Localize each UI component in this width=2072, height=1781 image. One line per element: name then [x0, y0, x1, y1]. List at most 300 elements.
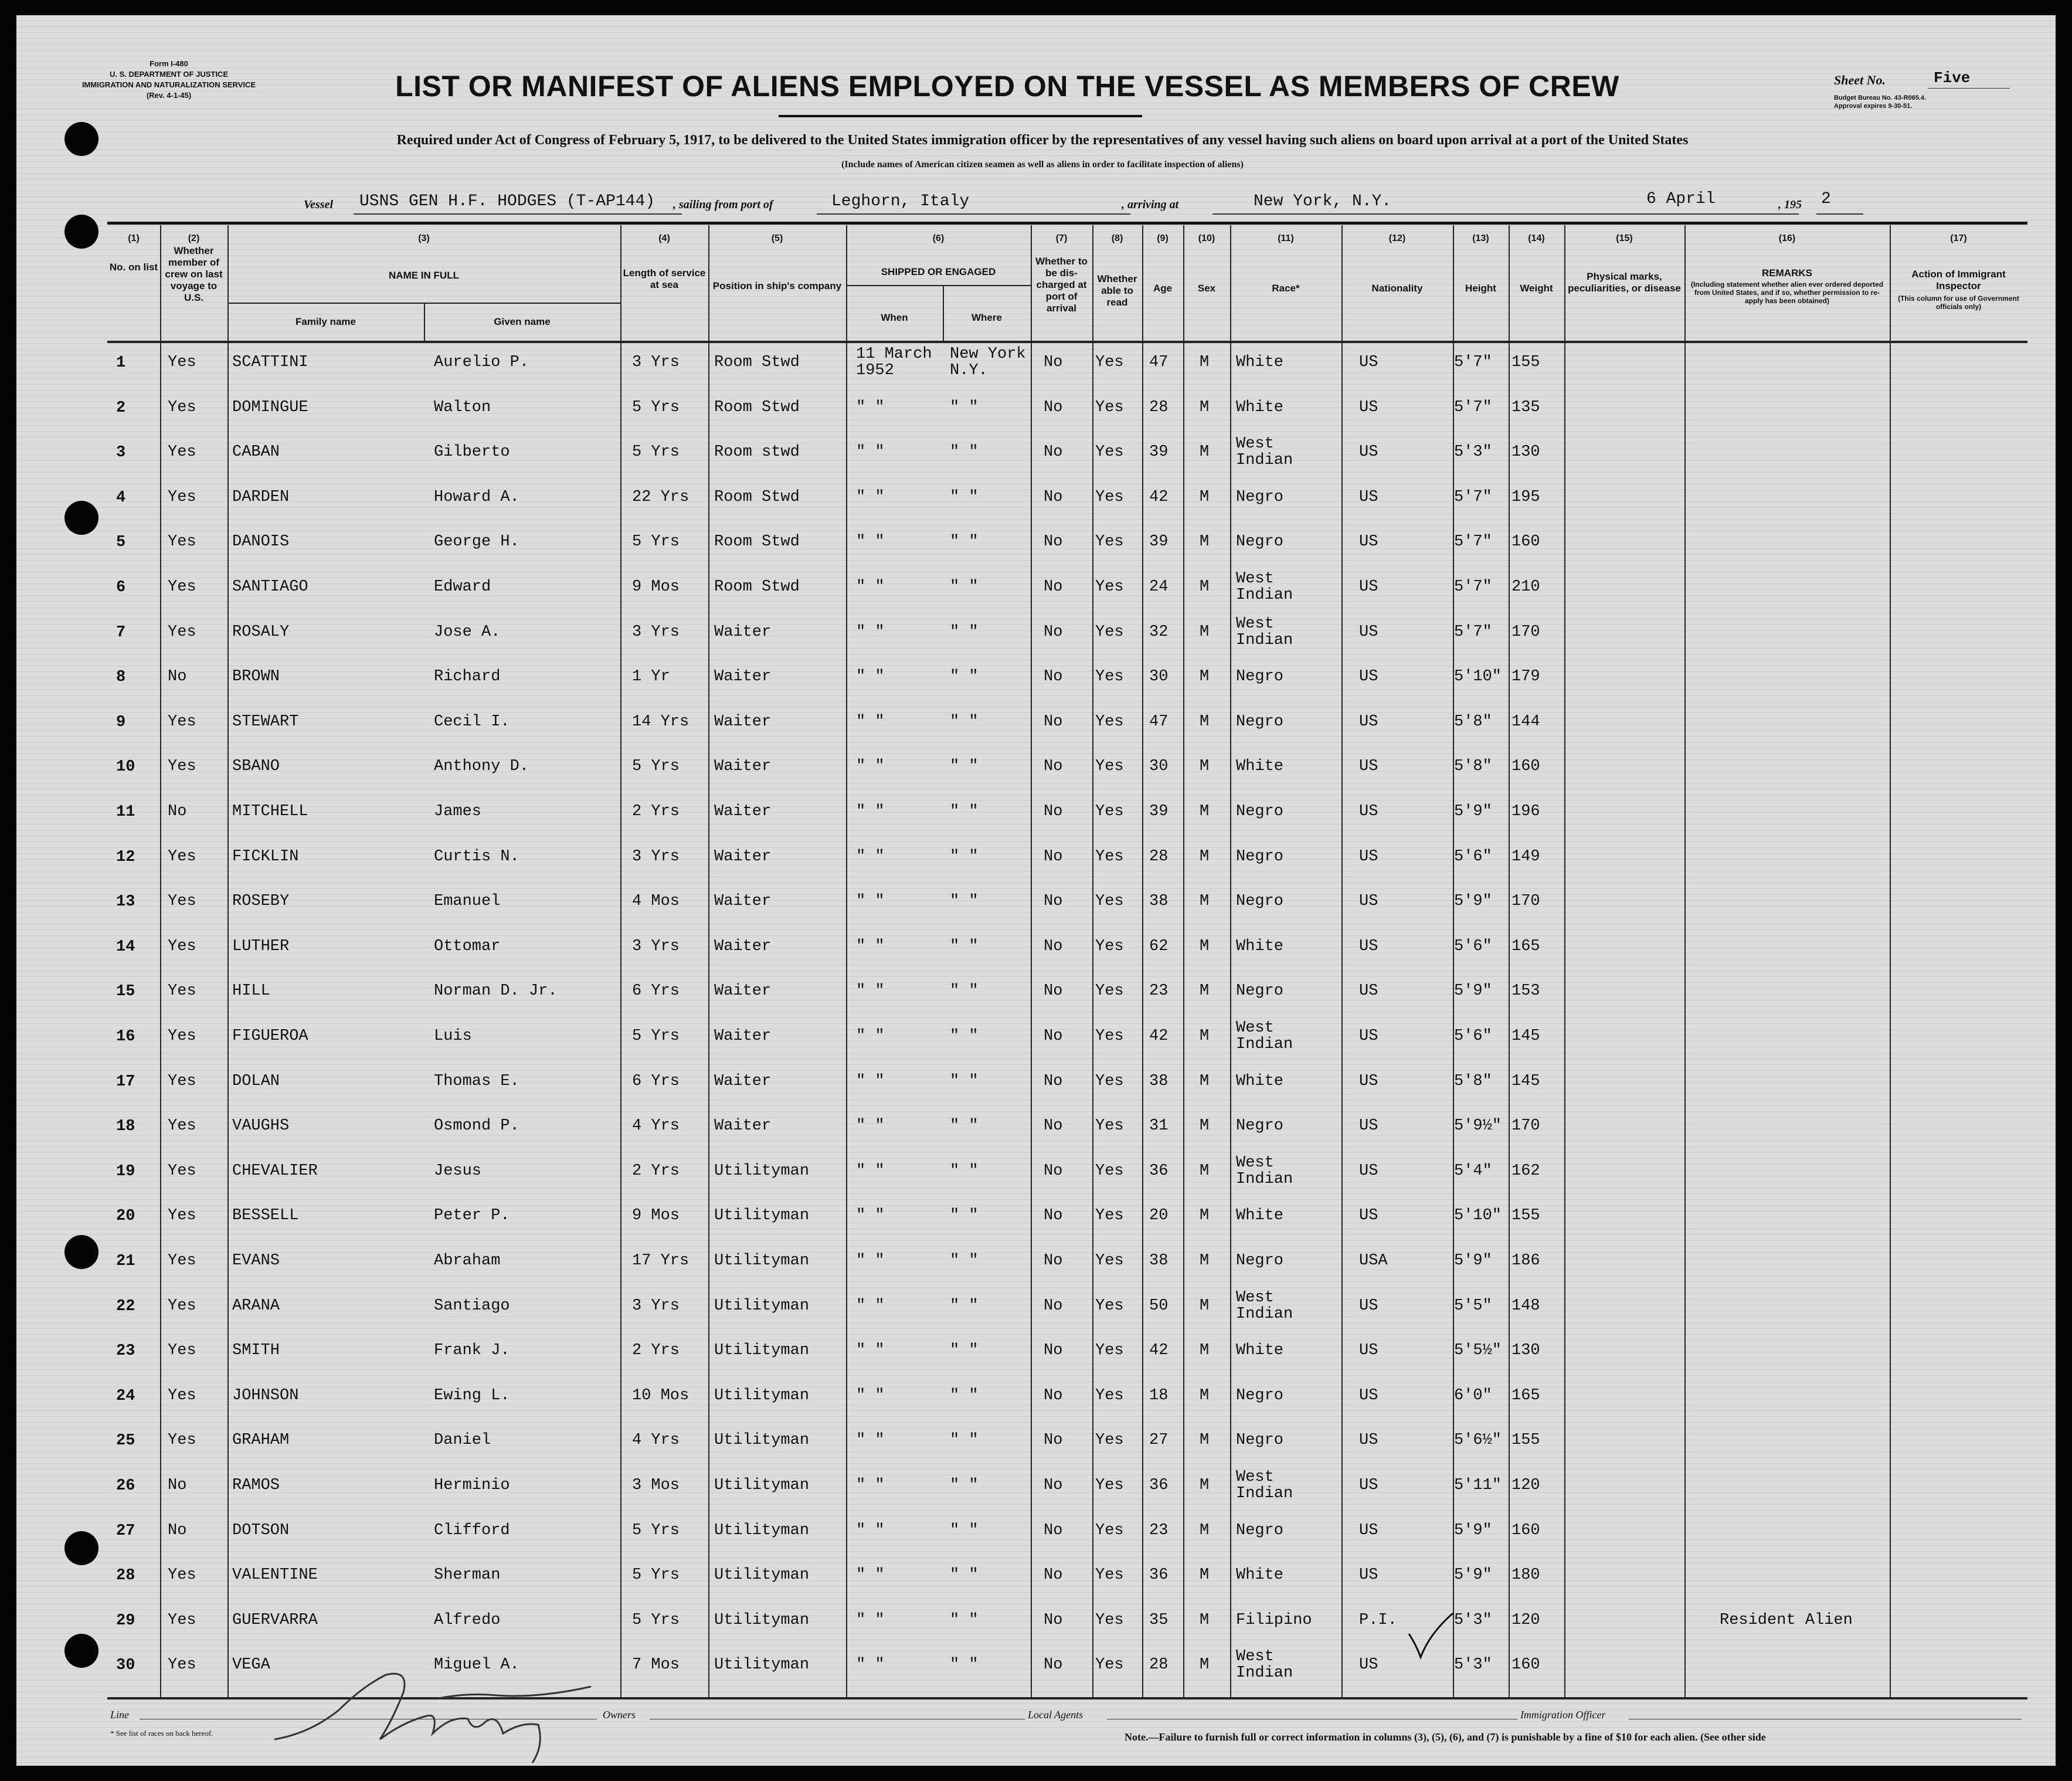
nationality-cell: US	[1359, 668, 1378, 686]
row-number: 7	[116, 623, 126, 642]
race-cell: Negro	[1236, 1117, 1284, 1135]
family-name-cell: CHEVALIER	[232, 1162, 318, 1180]
header-length-service: Length of service at sea	[623, 267, 706, 290]
shipped-where-cell: " "	[950, 1252, 979, 1270]
position-cell: Utilityman	[714, 1521, 810, 1539]
vessel-underline	[354, 213, 682, 215]
weight-cell: 153	[1511, 982, 1540, 1000]
family-name-cell: BROWN	[232, 668, 280, 686]
position-cell: Utilityman	[714, 1207, 810, 1225]
row-number: 16	[116, 1028, 135, 1046]
race-cell: Negro	[1236, 1431, 1284, 1450]
position-cell: Waiter	[714, 803, 772, 820]
header-subdivider	[846, 285, 1031, 286]
year-underline	[1816, 213, 1863, 215]
form-number: Form I-480	[150, 59, 188, 68]
header-inspector-note: (This column for use of Government officials only)	[1898, 294, 2019, 311]
nationality-cell: USA	[1359, 1252, 1388, 1270]
weight-cell: 160	[1511, 758, 1540, 776]
family-name-cell: HILL	[232, 982, 270, 1000]
shipped-when-cell: " "	[856, 1027, 885, 1045]
footer-officer-label: Immigration Officer	[1520, 1709, 1606, 1721]
service-length-cell: 9 Mos	[632, 578, 680, 596]
discharge-cell: No	[1044, 1297, 1063, 1315]
age-cell: 18	[1149, 1386, 1169, 1405]
row-number: 8	[116, 669, 126, 687]
last-voyage-cell: Yes	[168, 1027, 196, 1045]
family-name-cell: SBANO	[232, 758, 280, 776]
nationality-cell: US	[1359, 443, 1378, 462]
race-cell: Negro	[1236, 1521, 1284, 1539]
last-voyage-cell: No	[168, 803, 187, 820]
row-number: 19	[116, 1162, 135, 1180]
height-cell: 5'7"	[1454, 623, 1492, 641]
row-number: 15	[116, 983, 135, 1001]
column-divider	[1509, 225, 1510, 1697]
height-cell: 5'5"	[1454, 1297, 1492, 1315]
able-read-cell: Yes	[1095, 354, 1124, 371]
last-voyage-cell: Yes	[168, 354, 196, 371]
row-number: 23	[116, 1342, 135, 1361]
race-cell: West Indian	[1236, 1288, 1293, 1323]
shipped-where-cell: " "	[950, 668, 979, 686]
footer-owners-label: Owners	[603, 1709, 636, 1721]
height-cell: 5'3"	[1454, 1611, 1492, 1629]
last-voyage-cell: Yes	[168, 1566, 196, 1585]
sex-cell: M	[1200, 623, 1210, 641]
nationality-cell: US	[1359, 1207, 1378, 1225]
punch-hole	[64, 1531, 98, 1565]
year-digit: 2	[1821, 190, 1831, 208]
shipped-when-cell: " "	[856, 758, 885, 776]
able-read-cell: Yes	[1095, 533, 1124, 551]
able-read-cell: Yes	[1095, 1656, 1124, 1674]
discharge-cell: No	[1044, 1117, 1063, 1135]
age-cell: 27	[1149, 1431, 1169, 1450]
discharge-cell: No	[1044, 1342, 1063, 1360]
vessel-name: USNS GEN H.F. HODGES (T-AP144)	[359, 192, 655, 211]
age-cell: 23	[1149, 982, 1169, 1000]
family-name-cell: SCATTINI	[232, 354, 308, 371]
shipped-where-cell: " "	[950, 578, 979, 596]
given-name-cell: Osmond P.	[434, 1117, 519, 1135]
discharge-cell: No	[1044, 1521, 1063, 1539]
shipped-when-cell: " "	[856, 713, 885, 731]
sex-cell: M	[1200, 1072, 1210, 1090]
able-read-cell: Yes	[1095, 847, 1124, 866]
race-cell: West Indian	[1236, 615, 1293, 649]
height-cell: 5'8"	[1454, 1072, 1492, 1090]
row-number: 17	[116, 1073, 135, 1091]
family-name-cell: MITCHELL	[232, 803, 308, 820]
column-number: (7)	[1055, 233, 1068, 243]
weight-cell: 165	[1511, 937, 1540, 955]
shipped-when-cell: " "	[856, 1162, 885, 1180]
race-cell: Negro	[1236, 982, 1284, 1000]
approval-expiry: Approval expires 9-30-51.	[1834, 103, 1913, 110]
header-nationality: Nationality	[1371, 283, 1423, 294]
race-cell: West Indian	[1236, 435, 1293, 470]
nationality-cell: US	[1359, 1386, 1378, 1405]
service-length-cell: 4 Mos	[632, 893, 680, 911]
height-cell: 5'6½"	[1454, 1431, 1502, 1450]
able-read-cell: Yes	[1095, 488, 1124, 506]
age-cell: 39	[1149, 533, 1169, 551]
given-name-cell: Aurelio P.	[434, 354, 529, 371]
family-name-cell: DOTSON	[232, 1521, 290, 1539]
discharge-cell: No	[1044, 803, 1063, 820]
shipped-when-cell: " "	[856, 1342, 885, 1360]
shipped-when-cell: " "	[856, 1477, 885, 1494]
row-number: 6	[116, 579, 126, 596]
given-name-cell: George H.	[434, 533, 519, 551]
shipped-where-cell: " "	[950, 488, 979, 506]
able-read-cell: Yes	[1095, 398, 1124, 416]
service-length-cell: 14 Yrs	[632, 713, 689, 731]
nationality-cell: US	[1359, 1521, 1378, 1539]
sex-cell: M	[1200, 1477, 1210, 1494]
shipped-when-cell: " "	[856, 1252, 885, 1270]
shipped-when-cell: " "	[856, 623, 885, 641]
shipped-where-cell: " "	[950, 1521, 979, 1539]
family-name-cell: DOLAN	[232, 1072, 280, 1090]
nationality-cell: US	[1359, 1162, 1378, 1180]
given-name-cell: Santiago	[434, 1297, 510, 1315]
service-length-cell: 7 Mos	[632, 1656, 680, 1674]
column-divider	[227, 225, 229, 1697]
shipped-when-cell: " "	[856, 1566, 885, 1585]
able-read-cell: Yes	[1095, 1431, 1124, 1450]
weight-cell: 180	[1511, 1566, 1540, 1585]
weight-cell: 196	[1511, 803, 1540, 820]
given-name-cell: Howard A.	[434, 488, 519, 506]
given-name-cell: Edward	[434, 578, 491, 596]
nationality-cell: US	[1359, 803, 1378, 820]
row-number: 13	[116, 893, 135, 911]
race-cell: Filipino	[1236, 1611, 1312, 1629]
nationality-cell: US	[1359, 1297, 1378, 1315]
form-identification	[75, 59, 263, 101]
column-divider	[1183, 225, 1184, 1697]
able-read-cell: Yes	[1095, 713, 1124, 731]
shipped-when-cell: " "	[856, 1297, 885, 1315]
service-length-cell: 3 Yrs	[632, 937, 680, 955]
sex-cell: M	[1200, 1431, 1210, 1450]
sex-cell: M	[1200, 1162, 1210, 1180]
position-cell: Waiter	[714, 1072, 772, 1090]
family-name-cell: FICKLIN	[232, 847, 299, 866]
nationality-cell: US	[1359, 488, 1378, 506]
race-cell: West Indian	[1236, 1648, 1293, 1682]
column-number: (17)	[1950, 233, 1967, 243]
service-length-cell: 3 Yrs	[632, 354, 680, 371]
height-cell: 5'9"	[1454, 893, 1492, 911]
nationality-cell: US	[1359, 1477, 1378, 1494]
able-read-cell: Yes	[1095, 982, 1124, 1000]
position-cell: Room Stwd	[714, 398, 800, 416]
weight-cell: 162	[1511, 1162, 1540, 1180]
able-read-cell: Yes	[1095, 443, 1124, 462]
column-number: (5)	[771, 233, 783, 243]
discharge-cell: No	[1044, 1027, 1063, 1045]
weight-cell: 148	[1511, 1297, 1540, 1315]
sex-cell: M	[1200, 982, 1210, 1000]
last-voyage-cell: Yes	[168, 1117, 196, 1135]
column-divider	[1142, 225, 1143, 1697]
position-cell: Waiter	[714, 937, 772, 955]
last-voyage-cell: Yes	[168, 1297, 196, 1315]
sex-cell: M	[1200, 398, 1210, 416]
column-number: (1)	[128, 233, 140, 243]
race-cell: West Indian	[1236, 1154, 1293, 1188]
position-cell: Waiter	[714, 893, 772, 911]
budget-number: Budget Bureau No. 43-R065.4.	[1834, 94, 1927, 101]
discharge-cell: No	[1044, 893, 1063, 911]
row-number: 24	[116, 1387, 135, 1405]
height-cell: 5'7"	[1454, 488, 1492, 506]
position-cell: Utilityman	[714, 1477, 810, 1494]
age-cell: 20	[1149, 1207, 1169, 1225]
service-length-cell: 3 Yrs	[632, 1297, 680, 1315]
weight-cell: 179	[1511, 668, 1540, 686]
header-inspector-action: Action of Immigrant Inspector	[1911, 269, 2006, 291]
race-cell: Negro	[1236, 1386, 1284, 1405]
sex-cell: M	[1200, 1117, 1210, 1135]
shipped-when-cell: " "	[856, 1207, 885, 1225]
nationality-cell: US	[1359, 847, 1378, 866]
service-length-cell: 1 Yr	[632, 668, 670, 686]
given-name-cell: Anthony D.	[434, 758, 529, 776]
row-number: 11	[116, 803, 135, 821]
position-cell: Utilityman	[714, 1656, 810, 1674]
shipped-where-cell: " "	[950, 1207, 979, 1225]
shipped-where-cell: " "	[950, 1027, 979, 1045]
height-cell: 5'9"	[1454, 803, 1492, 820]
nationality-cell: US	[1359, 623, 1378, 641]
able-read-cell: Yes	[1095, 1297, 1124, 1315]
header-height: Height	[1465, 283, 1496, 294]
given-name-cell: Norman D. Jr.	[434, 982, 558, 1000]
row-number: 3	[116, 444, 126, 462]
height-cell: 5'3"	[1454, 443, 1492, 462]
age-cell: 28	[1149, 1656, 1169, 1674]
header-family-name: Family name	[295, 316, 356, 327]
position-cell: Utilityman	[714, 1297, 810, 1315]
age-cell: 23	[1149, 1521, 1169, 1539]
column-divider	[1564, 225, 1565, 1697]
shipped-where-cell: " "	[950, 713, 979, 731]
given-name-cell: Ottomar	[434, 937, 501, 955]
column-divider	[160, 225, 161, 1697]
nationality-cell: US	[1359, 578, 1378, 596]
service-length-cell: 4 Yrs	[632, 1117, 680, 1135]
family-name-cell: ROSEBY	[232, 893, 290, 911]
discharge-cell: No	[1044, 623, 1063, 641]
sex-cell: M	[1200, 893, 1210, 911]
sex-cell: M	[1200, 1207, 1210, 1225]
shipped-where-cell: " "	[950, 1611, 979, 1629]
able-read-cell: Yes	[1095, 623, 1124, 641]
able-read-cell: Yes	[1095, 1386, 1124, 1405]
sex-cell: M	[1200, 937, 1210, 955]
height-cell: 5'6"	[1454, 1027, 1492, 1045]
nationality-cell: P.I.	[1359, 1611, 1397, 1629]
header-subdivider	[943, 285, 944, 341]
row-number: 29	[116, 1612, 135, 1630]
nationality-cell: US	[1359, 398, 1378, 416]
last-voyage-cell: No	[168, 1477, 187, 1494]
column-number: (11)	[1278, 233, 1294, 243]
given-name-cell: Ewing L.	[434, 1386, 510, 1405]
given-name-cell: Peter P.	[434, 1207, 510, 1225]
discharge-cell: No	[1044, 1252, 1063, 1270]
weight-cell: 160	[1511, 1521, 1540, 1539]
header-shipped-engaged: SHIPPED OR ENGAGED	[881, 266, 996, 277]
age-cell: 42	[1149, 488, 1169, 506]
title-underline	[779, 115, 1142, 117]
shipped-where-cell: " "	[950, 1117, 979, 1135]
position-cell: Room Stwd	[714, 578, 800, 596]
family-name-cell: STEWART	[232, 713, 299, 731]
last-voyage-cell: Yes	[168, 623, 196, 641]
shipped-where-cell: " "	[950, 1431, 979, 1450]
weight-cell: 145	[1511, 1027, 1540, 1045]
family-name-cell: VAUGHS	[232, 1117, 290, 1135]
service-length-cell: 6 Yrs	[632, 982, 680, 1000]
header-subdivider	[424, 303, 425, 341]
column-number: (15)	[1616, 233, 1633, 243]
height-cell: 5'5½"	[1454, 1342, 1502, 1360]
budget-note	[1834, 94, 1926, 110]
last-voyage-cell: Yes	[168, 713, 196, 731]
sex-cell: M	[1200, 1611, 1210, 1629]
column-divider	[1684, 225, 1686, 1697]
able-read-cell: Yes	[1095, 1027, 1124, 1045]
row-number: 25	[116, 1432, 135, 1450]
given-name-cell: Abraham	[434, 1252, 501, 1270]
shipped-where-cell: " "	[950, 443, 979, 462]
sex-cell: M	[1200, 1297, 1210, 1315]
last-voyage-cell: No	[168, 1521, 187, 1539]
service-length-cell: 10 Mos	[632, 1386, 689, 1405]
discharge-cell: No	[1044, 578, 1063, 596]
race-cell: White	[1236, 937, 1284, 955]
column-number: (2)	[188, 233, 200, 243]
race-cell: Negro	[1236, 803, 1284, 820]
height-cell: 5'8"	[1454, 758, 1492, 776]
position-cell: Waiter	[714, 713, 772, 731]
weight-cell: 145	[1511, 1072, 1540, 1090]
able-read-cell: Yes	[1095, 893, 1124, 911]
given-name-cell: Jesus	[434, 1162, 482, 1180]
weight-cell: 155	[1511, 1431, 1540, 1450]
weight-cell: 160	[1511, 533, 1540, 551]
age-cell: 30	[1149, 668, 1169, 686]
position-cell: Waiter	[714, 847, 772, 866]
nationality-cell: US	[1359, 1072, 1378, 1090]
given-name-cell: Sherman	[434, 1566, 501, 1585]
weight-cell: 170	[1511, 893, 1540, 911]
service-length-cell: 22 Yrs	[632, 488, 689, 506]
discharge-cell: No	[1044, 1656, 1063, 1674]
age-cell: 39	[1149, 803, 1169, 820]
header-sex: Sex	[1197, 283, 1216, 294]
last-voyage-cell: Yes	[168, 1656, 196, 1674]
last-voyage-cell: Yes	[168, 533, 196, 551]
row-number: 21	[116, 1253, 135, 1270]
height-cell: 5'8"	[1454, 713, 1492, 731]
penalty-note: Note.—Failure to furnish full or correct information in columns (3), (5), (6), and (7) is punishable by a fine of $10 for each alien. (See other side	[1125, 1731, 1766, 1743]
sex-cell: M	[1200, 578, 1210, 596]
family-name-cell: ROSALY	[232, 623, 290, 641]
nationality-cell: US	[1359, 1656, 1378, 1674]
vessel-label: Vessel	[304, 198, 333, 211]
sex-cell: M	[1200, 488, 1210, 506]
height-cell: 5'7"	[1454, 533, 1492, 551]
height-cell: 5'4"	[1454, 1162, 1492, 1180]
table-top-rule	[107, 222, 2027, 225]
service-length-cell: 5 Yrs	[632, 533, 680, 551]
punch-hole	[64, 1235, 98, 1269]
height-cell: 5'7"	[1454, 578, 1492, 596]
able-read-cell: Yes	[1095, 1521, 1124, 1539]
discharge-cell: No	[1044, 1566, 1063, 1585]
nationality-cell: US	[1359, 354, 1378, 371]
position-cell: Room Stwd	[714, 488, 800, 506]
race-cell: White	[1236, 1342, 1284, 1360]
row-number: 27	[116, 1522, 135, 1540]
discharge-cell: No	[1044, 488, 1063, 506]
age-cell: 31	[1149, 1117, 1169, 1135]
shipped-where-cell: " "	[950, 982, 979, 1000]
given-name-cell: Daniel	[434, 1431, 491, 1450]
column-number: (3)	[418, 233, 430, 243]
shipped-when-cell: " "	[856, 1386, 885, 1405]
position-cell: Utilityman	[714, 1386, 810, 1405]
race-cell: White	[1236, 1207, 1284, 1225]
position-cell: Utilityman	[714, 1566, 810, 1585]
service-length-cell: 5 Yrs	[632, 758, 680, 776]
sheet-underline	[1928, 88, 2010, 89]
column-divider	[1230, 225, 1231, 1697]
shipped-when-cell: " "	[856, 443, 885, 462]
last-voyage-cell: Yes	[168, 1611, 196, 1629]
service-length-cell: 3 Mos	[632, 1477, 680, 1494]
shipped-when-cell: " "	[856, 982, 885, 1000]
footer-line-label: Line	[110, 1709, 130, 1721]
service-length-cell: 5 Yrs	[632, 443, 680, 462]
age-cell: 36	[1149, 1162, 1169, 1180]
discharge-cell: No	[1044, 1386, 1063, 1405]
race-cell: White	[1236, 1566, 1284, 1585]
race-cell: West Indian	[1236, 570, 1293, 604]
arrival-date: 6 April	[1646, 190, 1716, 208]
race-cell: Negro	[1236, 893, 1284, 911]
column-divider	[1341, 225, 1343, 1697]
able-read-cell: Yes	[1095, 1117, 1124, 1135]
discharge-cell: No	[1044, 847, 1063, 866]
weight-cell: 149	[1511, 847, 1540, 866]
shipped-where-cell: " "	[950, 533, 979, 551]
weight-cell: 186	[1511, 1252, 1540, 1270]
shipped-when-cell: " "	[856, 893, 885, 911]
weight-cell: 170	[1511, 1117, 1540, 1135]
position-cell: Waiter	[714, 668, 772, 686]
service-length-cell: 3 Yrs	[632, 623, 680, 641]
weight-cell: 155	[1511, 354, 1540, 371]
service-length-cell: 6 Yrs	[632, 1072, 680, 1090]
able-read-cell: Yes	[1095, 668, 1124, 686]
